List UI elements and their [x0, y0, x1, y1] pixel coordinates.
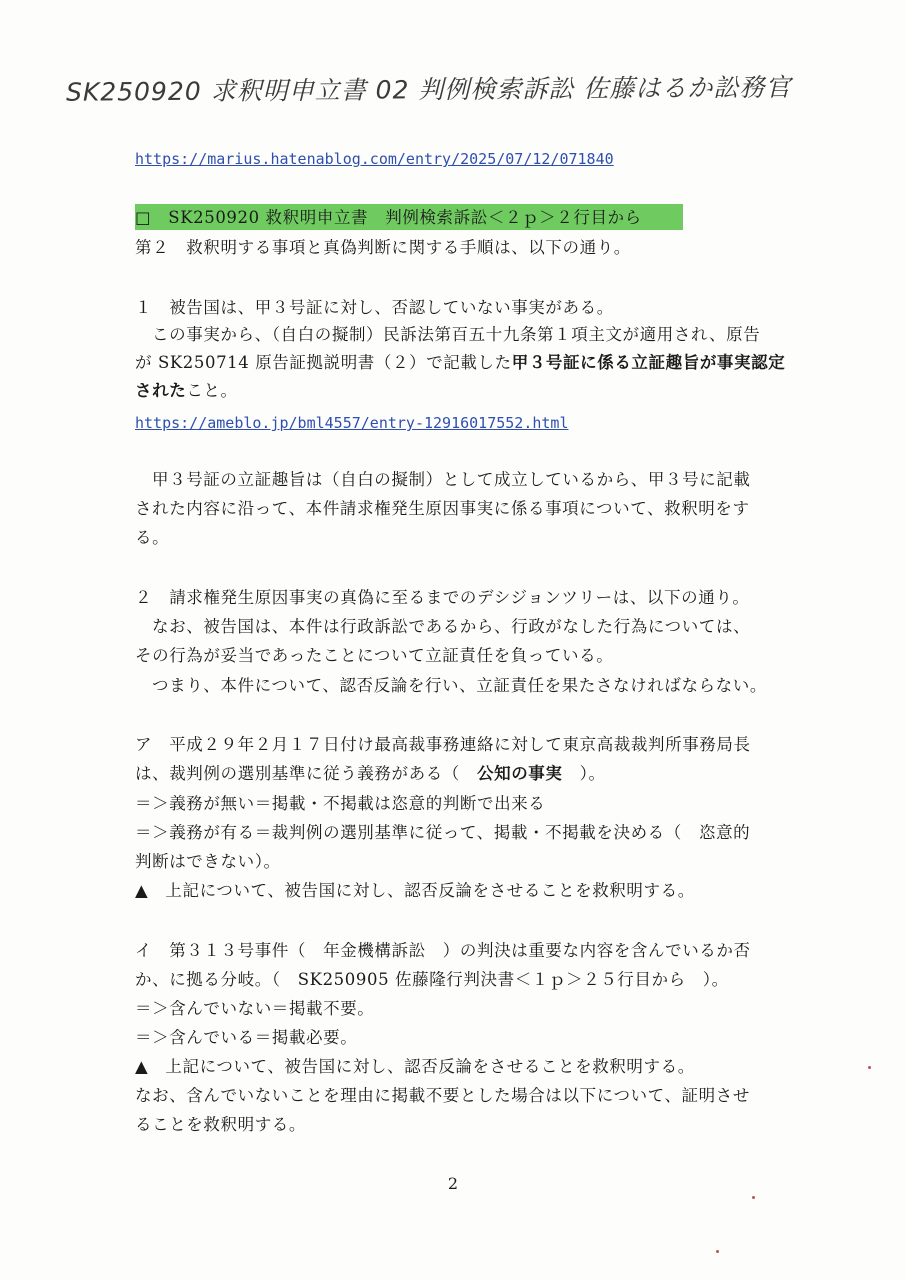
paragraph-3-line: つまり、本件について、認否反論を行い、立証責任を果たさなければならない。: [152, 676, 767, 695]
item-i-line: ることを救釈明する。: [135, 1115, 306, 1134]
ameblo-link[interactable]: https://ameblo.jp/bml4557/entry-12916017552.html: [135, 414, 569, 432]
text-span: が SK250714 原告証拠説明書（２）で記載した: [135, 353, 512, 372]
item-a-line: 判断はできない）。: [135, 852, 281, 871]
paragraph-2-line: 甲３号証の立証趣旨は（自白の擬制）として成立しているから、甲３号に記載: [152, 470, 751, 489]
bold-text: 甲３号証に係る立証趣旨が事実認定: [511, 353, 786, 372]
paragraph-3-line: その行為が妥当であったことについて立証責任を負っている。: [135, 646, 614, 665]
item-a-line: ア 平成２９年２月１７日付け最高裁事務連絡に対して東京高裁裁判所事務局長: [135, 735, 751, 754]
item-i-line: なお、含んでいないことを理由に掲載不要とした場合は以下について、証明させ: [135, 1086, 750, 1105]
paragraph-3-line: ２ 請求権発生原因事実の真偽に至るまでのデシジョンツリーは、以下の通り。: [135, 588, 750, 607]
item-i-line: イ 第３１３号事件（ 年金機構訴訟 ）の判決は重要な内容を含んでいるか否: [135, 941, 751, 960]
bold-text: 公知の事実: [477, 764, 563, 783]
page-number: 2: [447, 1174, 459, 1193]
item-a-line: [135, 764, 835, 784]
paper-speck: [868, 1066, 871, 1069]
paragraph-1-line: この事実から、（自白の擬制）民訴法第百五十九条第１項主文が適用され、原告: [152, 325, 761, 344]
paragraph-1-line: １ 被告国は、甲３号証に対し、否認していない事実がある。: [135, 298, 614, 317]
text-span: こと。: [186, 381, 238, 400]
text-span: ）。: [562, 764, 606, 783]
bold-text: された: [135, 381, 187, 400]
item-a-line: ▲ 上記について、被告国に対し、認否反論をさせることを救釈明する。: [135, 881, 695, 900]
paragraph-1-line: [135, 381, 835, 401]
section-heading: 第２ 救釈明する事項と真偽判断に関する手順は、以下の通り。: [135, 238, 631, 257]
item-i-line: ＝＞含んでいない＝掲載不要。: [135, 999, 375, 1018]
paragraph-1-line: [135, 353, 835, 373]
item-i-line: ＝＞含んでいる＝掲載必要。: [135, 1028, 358, 1047]
item-i-line: ▲ 上記について、被告国に対し、認否反論をさせることを救釈明する。: [135, 1057, 695, 1076]
item-a-line: ＝＞義務が無い＝掲載・不掲載は恣意的判断で出来る: [135, 794, 546, 813]
text-span: は、裁判例の選別基準に従う義務がある（: [135, 764, 477, 783]
paragraph-2-line: された内容に沿って、本件請求権発生原因事実に係る事項について、救釈明をす: [135, 499, 750, 518]
blog-link[interactable]: https://marius.hatenablog.com/entry/2025/07/12/071840: [135, 150, 614, 168]
item-a-line: ＝＞義務が有る＝裁判例の選別基準に従って、掲載・不掲載を決める（ 恣意的: [135, 823, 751, 842]
handwritten-title: SK250920 求釈明申立書 02 判例検索訴訟 佐藤はるか訟務官: [65, 72, 792, 107]
paragraph-2-line: る。: [135, 528, 170, 547]
highlighted-heading: □ SK250920 救釈明申立書 判例検索訴訟＜２ｐ＞２行目から: [135, 208, 642, 227]
paper-speck: [716, 1250, 719, 1253]
paper-speck: [752, 1196, 755, 1199]
paragraph-3-line: なお、被告国は、本件は行政訴訟であるから、行政がなした行為については、: [152, 617, 751, 636]
item-i-line: か、に拠る分岐。（ SK250905 佐藤隆行判決書＜１ｐ＞２５行目から ）。: [135, 970, 729, 989]
